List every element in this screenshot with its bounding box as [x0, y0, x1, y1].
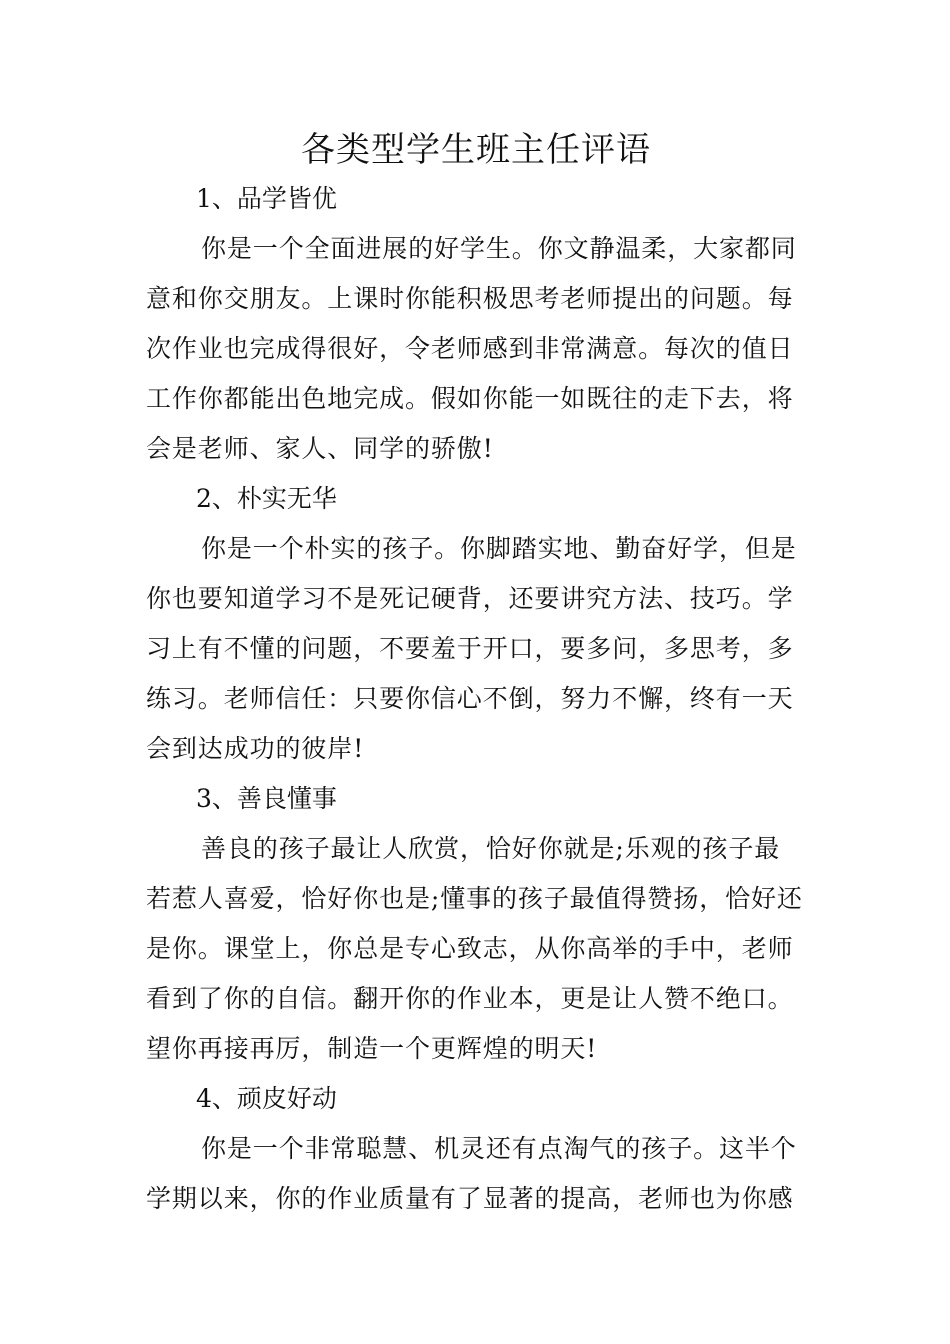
section-heading-4: 4、顽皮好动	[196, 1084, 337, 1113]
section-body-4: 你是一个非常聪慧、机灵还有点淘气的孩子。这半个学期以来，你的作业质量有了显著的提高，老师也为你感	[146, 1134, 797, 1213]
document-title: 各类型学生班主任评语	[301, 130, 651, 170]
section-body-1: 你是一个全面进展的好学生。你文静温柔，大家都同意和你交朋友。上课时你能积极思考老师提出的问题。每次作业也完成得很好，令老师感到非常满意。每次的值日工作你都能出色地完成。假如你能一如既往的走下去，将会是老师、家人、同学的骄傲!	[146, 234, 797, 463]
document-page	[146, 126, 806, 1224]
section-heading-2: 2、朴实无华	[196, 484, 337, 513]
section-body-2: 你是一个朴实的孩子。你脚踏实地、勤奋好学，但是你也要知道学习不是死记硬背，还要讲究方法、技巧。学习上有不懂的问题，不要羞于开口，要多问，多思考，多练习。老师信任：只要你信心不倒，努力不懈，终有一天会到达成功的彼岸!	[146, 534, 797, 763]
section-heading-1: 1、品学皆优	[196, 184, 337, 213]
section-heading-3: 3、善良懂事	[196, 784, 337, 813]
section-body-3: 善良的孩子最让人欣赏，恰好你就是;乐观的孩子最若惹人喜爱，恰好你也是;懂事的孩子最值得赞扬，恰好还是你。课堂上，你总是专心致志，从你高举的手中，老师看到了你的自信。翻开你的作业本，更是让人赞不绝口。望你再接再厉，制造一个更辉煌的明天!	[146, 834, 803, 1063]
